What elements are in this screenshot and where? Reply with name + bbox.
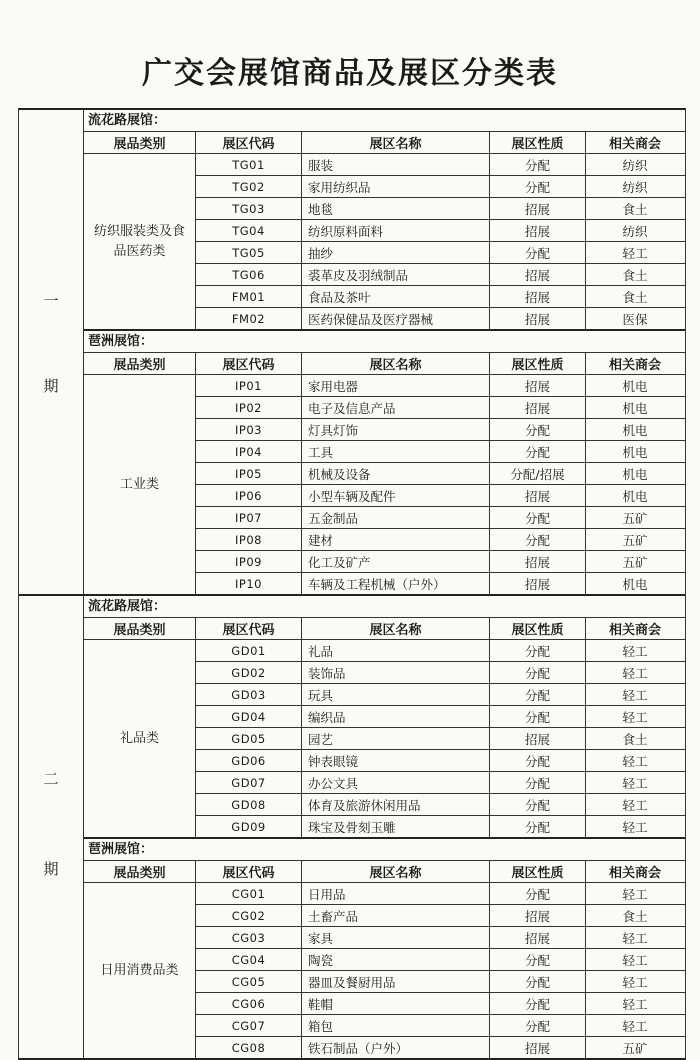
- cell-code: IP02: [196, 397, 302, 418]
- cell-code: CG08: [196, 1037, 302, 1058]
- category-cell: 工业类: [84, 375, 196, 594]
- header-category: 展品类别: [84, 132, 196, 153]
- cell-code: CG03: [196, 927, 302, 948]
- cell-code: CG04: [196, 949, 302, 970]
- cell-chamber: 机电: [622, 576, 648, 592]
- cell-type: 招展: [490, 286, 586, 307]
- cell-chamber: 轻工: [622, 1018, 648, 1034]
- cell-chamber: 机电: [622, 488, 648, 504]
- cell-name: 钟表眼镜: [302, 750, 490, 771]
- table-row: [196, 640, 685, 662]
- cell-name: 食品及茶叶: [302, 286, 490, 307]
- cell-type: 招展: [490, 397, 586, 418]
- header-category: 展品类别: [84, 353, 196, 374]
- venue-name: 琶洲展馆：: [84, 839, 685, 861]
- cell-name: 纺织原料面料: [302, 220, 490, 241]
- cell-chamber: 轻工: [622, 643, 648, 659]
- header-name: 展区名称: [302, 353, 490, 374]
- cell-name: 园艺: [302, 728, 490, 749]
- table-row: [196, 883, 685, 905]
- category-cell: 礼品类: [84, 640, 196, 837]
- venue-section: [84, 839, 685, 1058]
- cell-code: TG06: [196, 264, 302, 285]
- cell-code: IP01: [196, 375, 302, 396]
- cell-type: 分配: [490, 706, 586, 727]
- cell-name: 地毯: [302, 198, 490, 219]
- header-name: 展区名称: [302, 132, 490, 153]
- table-row: [196, 198, 685, 220]
- table-row: [196, 507, 685, 529]
- cell-code: GD06: [196, 750, 302, 771]
- cell-code: IP09: [196, 551, 302, 572]
- table-row: [196, 662, 685, 684]
- cell-chamber: 轻工: [622, 665, 648, 681]
- cell-chamber: 机电: [622, 378, 648, 394]
- cell-type: 分配: [490, 883, 586, 904]
- cell-chamber: 五矿: [622, 510, 648, 526]
- cell-name: 家用电器: [302, 375, 490, 396]
- cell-code: IP04: [196, 441, 302, 462]
- header-code: 展区代码: [196, 132, 302, 153]
- cell-type: 招展: [490, 198, 586, 219]
- venue-section: [84, 331, 685, 594]
- cell-type: 分配: [490, 242, 586, 263]
- cell-code: TG01: [196, 154, 302, 175]
- cell-type: 分配: [490, 794, 586, 815]
- cell-chamber: 机电: [622, 400, 648, 416]
- header-type: 展区性质: [490, 132, 586, 153]
- cell-code: IP06: [196, 485, 302, 506]
- cell-type: 招展: [490, 1037, 586, 1058]
- header-code: 展区代码: [196, 861, 302, 882]
- venue-name: 琶洲展馆：: [84, 331, 685, 353]
- cell-code: GD09: [196, 816, 302, 837]
- cell-name: 日用品: [302, 883, 490, 904]
- cell-name: 铁石制品（户外）: [302, 1037, 490, 1058]
- phase-block: [19, 110, 685, 596]
- table-row: [196, 905, 685, 927]
- phase-label-column: [19, 110, 84, 594]
- cell-name: 家用纺织品: [302, 176, 490, 197]
- table-header-row: [84, 132, 685, 154]
- cell-chamber: 轻工: [622, 753, 648, 769]
- cell-code: CG05: [196, 971, 302, 992]
- table-row: [196, 286, 685, 308]
- cell-name: 器皿及餐厨用品: [302, 971, 490, 992]
- table-row: [196, 949, 685, 971]
- cell-type: 招展: [490, 927, 586, 948]
- cell-type: 分配: [490, 949, 586, 970]
- cell-code: TG04: [196, 220, 302, 241]
- cell-chamber: 机电: [622, 466, 648, 482]
- cell-name: 裘革皮及羽绒制品: [302, 264, 490, 285]
- venue-name: 流花路展馆：: [84, 110, 685, 132]
- cell-chamber: 食土: [622, 201, 648, 217]
- table-row: [196, 750, 685, 772]
- table-row: [196, 419, 685, 441]
- venue-section: [84, 110, 685, 331]
- cell-code: CG02: [196, 905, 302, 926]
- cell-code: GD04: [196, 706, 302, 727]
- cell-code: GD01: [196, 640, 302, 661]
- cell-name: 机械及设备: [302, 463, 490, 484]
- cell-chamber: 轻工: [622, 775, 648, 791]
- cell-name: 五金制品: [302, 507, 490, 528]
- venue-section: [84, 596, 685, 839]
- header-code: 展区代码: [196, 618, 302, 639]
- cell-code: IP08: [196, 529, 302, 550]
- page-title: 广交会展馆商品及展区分类表: [142, 56, 558, 91]
- cell-name: 珠宝及骨刻玉雕: [302, 816, 490, 837]
- cell-chamber: 轻工: [622, 687, 648, 703]
- table-row: [196, 927, 685, 949]
- cell-chamber: 五矿: [622, 532, 648, 548]
- table-row: [196, 176, 685, 198]
- cell-type: 分配: [490, 529, 586, 550]
- cell-code: CG06: [196, 993, 302, 1014]
- table-row: [196, 242, 685, 264]
- table-row: [196, 794, 685, 816]
- cell-chamber: 五矿: [622, 554, 648, 570]
- table-row: [196, 971, 685, 993]
- header-name: 展区名称: [302, 618, 490, 639]
- cell-type: 招展: [490, 375, 586, 396]
- cell-chamber: 轻工: [622, 974, 648, 990]
- cell-type: 分配: [490, 662, 586, 683]
- header-type: 展区性质: [490, 618, 586, 639]
- cell-chamber: 轻工: [622, 886, 648, 902]
- table-row: [196, 573, 685, 594]
- cell-name: 玩具: [302, 684, 490, 705]
- cell-code: GD07: [196, 772, 302, 793]
- cell-chamber: 轻工: [622, 709, 648, 725]
- cell-type: 分配: [490, 640, 586, 661]
- cell-name: 灯具灯饰: [302, 419, 490, 440]
- cell-code: IP10: [196, 573, 302, 594]
- table-row: [196, 1037, 685, 1058]
- cell-name: 办公文具: [302, 772, 490, 793]
- cell-type: 招展: [490, 905, 586, 926]
- table-header-row: [84, 861, 685, 883]
- cell-type: 招展: [490, 220, 586, 241]
- cell-type: 分配: [490, 1015, 586, 1036]
- cell-name: 礼品: [302, 640, 490, 661]
- cell-chamber: 医保: [622, 311, 648, 327]
- cell-name: 小型车辆及配件: [302, 485, 490, 506]
- classification-table: [18, 108, 686, 1060]
- cell-chamber: 机电: [622, 444, 648, 460]
- cell-type: 招展: [490, 573, 586, 594]
- cell-chamber: 纺织: [622, 223, 648, 239]
- cell-type: 招展: [490, 728, 586, 749]
- table-row: [196, 1015, 685, 1037]
- cell-type: 招展: [490, 485, 586, 506]
- cell-type: 招展: [490, 308, 586, 329]
- table-row: [196, 375, 685, 397]
- cell-chamber: 纺织: [622, 157, 648, 173]
- cell-chamber: 轻工: [622, 819, 648, 835]
- cell-code: TG03: [196, 198, 302, 219]
- cell-type: 分配: [490, 507, 586, 528]
- table-header-row: [84, 353, 685, 375]
- cell-name: 建材: [302, 529, 490, 550]
- cell-chamber: 食土: [622, 731, 648, 747]
- phase-label-char: 期: [43, 377, 59, 395]
- cell-type: 分配: [490, 176, 586, 197]
- cell-code: GD05: [196, 728, 302, 749]
- category-cell: 日用消费品类: [84, 883, 196, 1058]
- cell-type: 分配: [490, 971, 586, 992]
- cell-type: 分配: [490, 993, 586, 1014]
- cell-name: 家具: [302, 927, 490, 948]
- cell-code: CG07: [196, 1015, 302, 1036]
- cell-code: IP03: [196, 419, 302, 440]
- cell-name: 化工及矿产: [302, 551, 490, 572]
- cell-code: FM01: [196, 286, 302, 307]
- table-header-row: [84, 618, 685, 640]
- table-row: [196, 264, 685, 286]
- cell-chamber: 食土: [622, 289, 648, 305]
- table-row: [196, 551, 685, 573]
- header-category: 展品类别: [84, 618, 196, 639]
- cell-code: TG05: [196, 242, 302, 263]
- cell-code: IP05: [196, 463, 302, 484]
- table-row: [196, 816, 685, 837]
- phase-label-column: [19, 596, 84, 1058]
- header-chamber: 相关商会: [608, 358, 661, 373]
- cell-chamber: 食土: [622, 267, 648, 283]
- cell-code: GD03: [196, 684, 302, 705]
- cell-type: 分配: [490, 684, 586, 705]
- cell-chamber: 机电: [622, 422, 648, 438]
- cell-code: TG02: [196, 176, 302, 197]
- cell-name: 医药保健品及医疗器械: [302, 308, 490, 329]
- cell-type: 招展: [490, 264, 586, 285]
- cell-type: 分配: [490, 772, 586, 793]
- cell-name: 箱包: [302, 1015, 490, 1036]
- cell-chamber: 五矿: [622, 1040, 648, 1056]
- cell-name: 鞋帽: [302, 993, 490, 1014]
- cell-chamber: 轻工: [622, 797, 648, 813]
- cell-code: GD08: [196, 794, 302, 815]
- phase-block: [19, 596, 685, 1058]
- cell-type: 分配: [490, 816, 586, 837]
- table-row: [196, 485, 685, 507]
- table-row: [196, 441, 685, 463]
- table-row: [196, 154, 685, 176]
- header-type: 展区性质: [490, 353, 586, 374]
- cell-name: 土畜产品: [302, 905, 490, 926]
- cell-name: 装饰品: [302, 662, 490, 683]
- cell-type: 招展: [490, 551, 586, 572]
- cell-type: 分配: [490, 419, 586, 440]
- header-name: 展区名称: [302, 861, 490, 882]
- header-type: 展区性质: [490, 861, 586, 882]
- cell-code: GD02: [196, 662, 302, 683]
- table-row: [196, 728, 685, 750]
- table-row: [196, 397, 685, 419]
- cell-chamber: 纺织: [622, 179, 648, 195]
- table-row: [196, 684, 685, 706]
- venue-name: 流花路展馆：: [84, 596, 685, 618]
- header-chamber: 相关商会: [608, 623, 661, 638]
- cell-chamber: 轻工: [622, 996, 648, 1012]
- cell-name: 服装: [302, 154, 490, 175]
- table-row: [196, 772, 685, 794]
- category-cell: 纺织服装类及食品医药类: [84, 154, 196, 329]
- cell-name: 电子及信息产品: [302, 397, 490, 418]
- cell-name: 抽纱: [302, 242, 490, 263]
- cell-name: 体育及旅游休闲用品: [302, 794, 490, 815]
- cell-code: IP07: [196, 507, 302, 528]
- cell-name: 编织品: [302, 706, 490, 727]
- cell-type: 分配: [490, 441, 586, 462]
- cell-name: 工具: [302, 441, 490, 462]
- cell-chamber: 食土: [622, 908, 648, 924]
- cell-code: CG01: [196, 883, 302, 904]
- table-row: [196, 529, 685, 551]
- cell-code: FM02: [196, 308, 302, 329]
- cell-name: 车辆及工程机械（户外）: [302, 573, 490, 594]
- phase-label-char: 二: [43, 770, 59, 788]
- cell-name: 陶瓷: [302, 949, 490, 970]
- table-row: [196, 463, 685, 485]
- cell-chamber: 轻工: [622, 930, 648, 946]
- cell-type: 分配/招展: [490, 463, 586, 484]
- table-row: [196, 706, 685, 728]
- header-chamber: 相关商会: [608, 866, 661, 881]
- cell-type: 分配: [490, 750, 586, 771]
- phase-label-char: 一: [43, 292, 59, 310]
- cell-chamber: 轻工: [622, 245, 648, 261]
- header-code: 展区代码: [196, 353, 302, 374]
- phase-label-char: 期: [43, 860, 59, 878]
- table-row: [196, 308, 685, 329]
- table-row: [196, 220, 685, 242]
- cell-type: 分配: [490, 154, 586, 175]
- cell-chamber: 轻工: [622, 952, 648, 968]
- header-chamber: 相关商会: [608, 137, 661, 152]
- header-category: 展品类别: [84, 861, 196, 882]
- table-row: [196, 993, 685, 1015]
